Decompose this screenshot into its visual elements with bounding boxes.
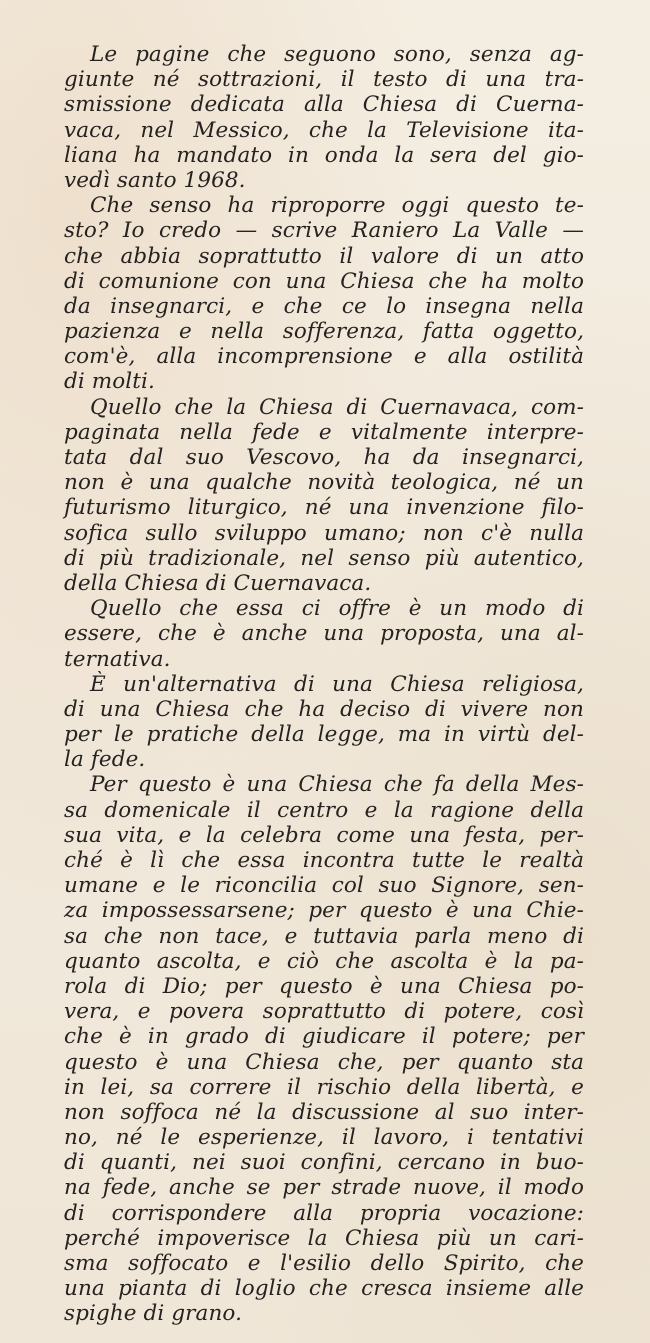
- text-line: perché impoverisce la Chiesa più un cari-: [64, 1225, 584, 1251]
- text-line: in lei, sa correre il rischio della libertà, e: [64, 1074, 584, 1100]
- text-line: futurismo liturgico, né una invenzione filo-: [64, 495, 584, 521]
- text-line: ché è lì che essa incontra tutte le realtà: [64, 848, 584, 873]
- text-line: Per questo è una Chiesa che fa della Mes-: [90, 772, 584, 798]
- text-line: sa che non tace, e tuttavia parla meno di: [64, 923, 584, 949]
- text-line: vera, e povera soprattutto di potere, così: [64, 999, 584, 1025]
- text-line: di quanti, nei suoi confini, cercano in buo-: [64, 1150, 584, 1176]
- text-line: da insegnarci, e che ce lo insegna nella: [64, 293, 584, 319]
- text-line: che è in grado di giudicare il potere; per: [64, 1024, 584, 1050]
- text-line: vedì santo 1968.: [64, 167, 246, 193]
- text-line: tata dal suo Vescovo, ha da insegnarci,: [64, 445, 584, 470]
- text-line: com'è, alla incomprensione e alla ostilità: [64, 344, 584, 370]
- text-line: smissione dedicata alla Chiesa di Cuerna-: [64, 92, 584, 118]
- text-line: spighe di grano.: [64, 1301, 243, 1327]
- text-line: paginata nella fede e vitalmente interpre-: [64, 419, 584, 445]
- text-line: di comunione con una Chiesa che ha molto: [64, 268, 584, 294]
- text-line: la fede.: [64, 747, 146, 773]
- text-line: Quello che essa ci offre è un modo di: [90, 596, 584, 622]
- text-line: di più tradizionale, nel senso più autentico,: [64, 545, 584, 571]
- text-line: della Chiesa di Cuernavaca.: [64, 570, 372, 596]
- text-line: sa domenicale il centro e la ragione della: [64, 797, 584, 823]
- text-line: no, né le esperienze, il lavoro, i tentativi: [64, 1125, 584, 1151]
- text-line: giunte né sottrazioni, il testo di una tra-: [64, 67, 584, 93]
- text-line: liana ha mandato in onda la sera del gio-: [64, 142, 584, 168]
- text-line: di molti.: [64, 369, 155, 395]
- text-line: essere, che è anche una proposta, una al-: [64, 621, 584, 647]
- text-line: sofica sullo sviluppo umano; non c'è nulla: [64, 520, 584, 546]
- body-text: [64, 42, 584, 1327]
- text-line: che abbia soprattutto il valore di un atto: [64, 243, 584, 269]
- text-line: una pianta di loglio che cresca insieme alle: [64, 1276, 584, 1302]
- text-line: di corrispondere alla propria vocazione:: [64, 1200, 584, 1226]
- text-line: quanto ascolta, e ciò che ascolta è la pa-: [64, 948, 584, 974]
- text-line: pazienza e nella sofferenza, fatta oggetto,: [64, 319, 584, 345]
- text-line: non è una qualche novità teologica, né un: [64, 470, 584, 496]
- text-line: sto? Io credo — scrive Raniero La Valle —: [64, 218, 584, 244]
- text-line: sua vita, e la celebra come una festa, per-: [64, 822, 584, 848]
- text-line: non soffoca né la discussione al suo inter-: [64, 1099, 584, 1125]
- text-line: Le pagine che seguono sono, senza ag-: [90, 42, 584, 67]
- text-line: na fede, anche se per strade nuove, il modo: [64, 1175, 584, 1201]
- text-line: vaca, nel Messico, che la Televisione ita-: [64, 117, 584, 143]
- text-line: per le pratiche della legge, ma in virtù del-: [64, 722, 584, 748]
- text-line: È un'alternativa di una Chiesa religiosa,: [90, 671, 584, 697]
- text-line: questo è una Chiesa che, per quanto sta: [64, 1049, 584, 1075]
- text-line: Che senso ha riproporre oggi questo te-: [90, 193, 584, 219]
- text-line: di una Chiesa che ha deciso di vivere non: [64, 696, 584, 722]
- text-line: Quello che la Chiesa di Cuernavaca, com-: [90, 394, 584, 420]
- text-line: ternativa.: [64, 646, 171, 672]
- text-line: za impossessarsene; per questo è una Chie-: [64, 898, 584, 924]
- text-line: rola di Dio; per questo è una Chiesa po-: [64, 973, 584, 999]
- text-line: sma soffocato e l'esilio dello Spirito, che: [64, 1251, 584, 1276]
- text-line: umane e le riconcilia col suo Signore, sen-: [64, 873, 584, 899]
